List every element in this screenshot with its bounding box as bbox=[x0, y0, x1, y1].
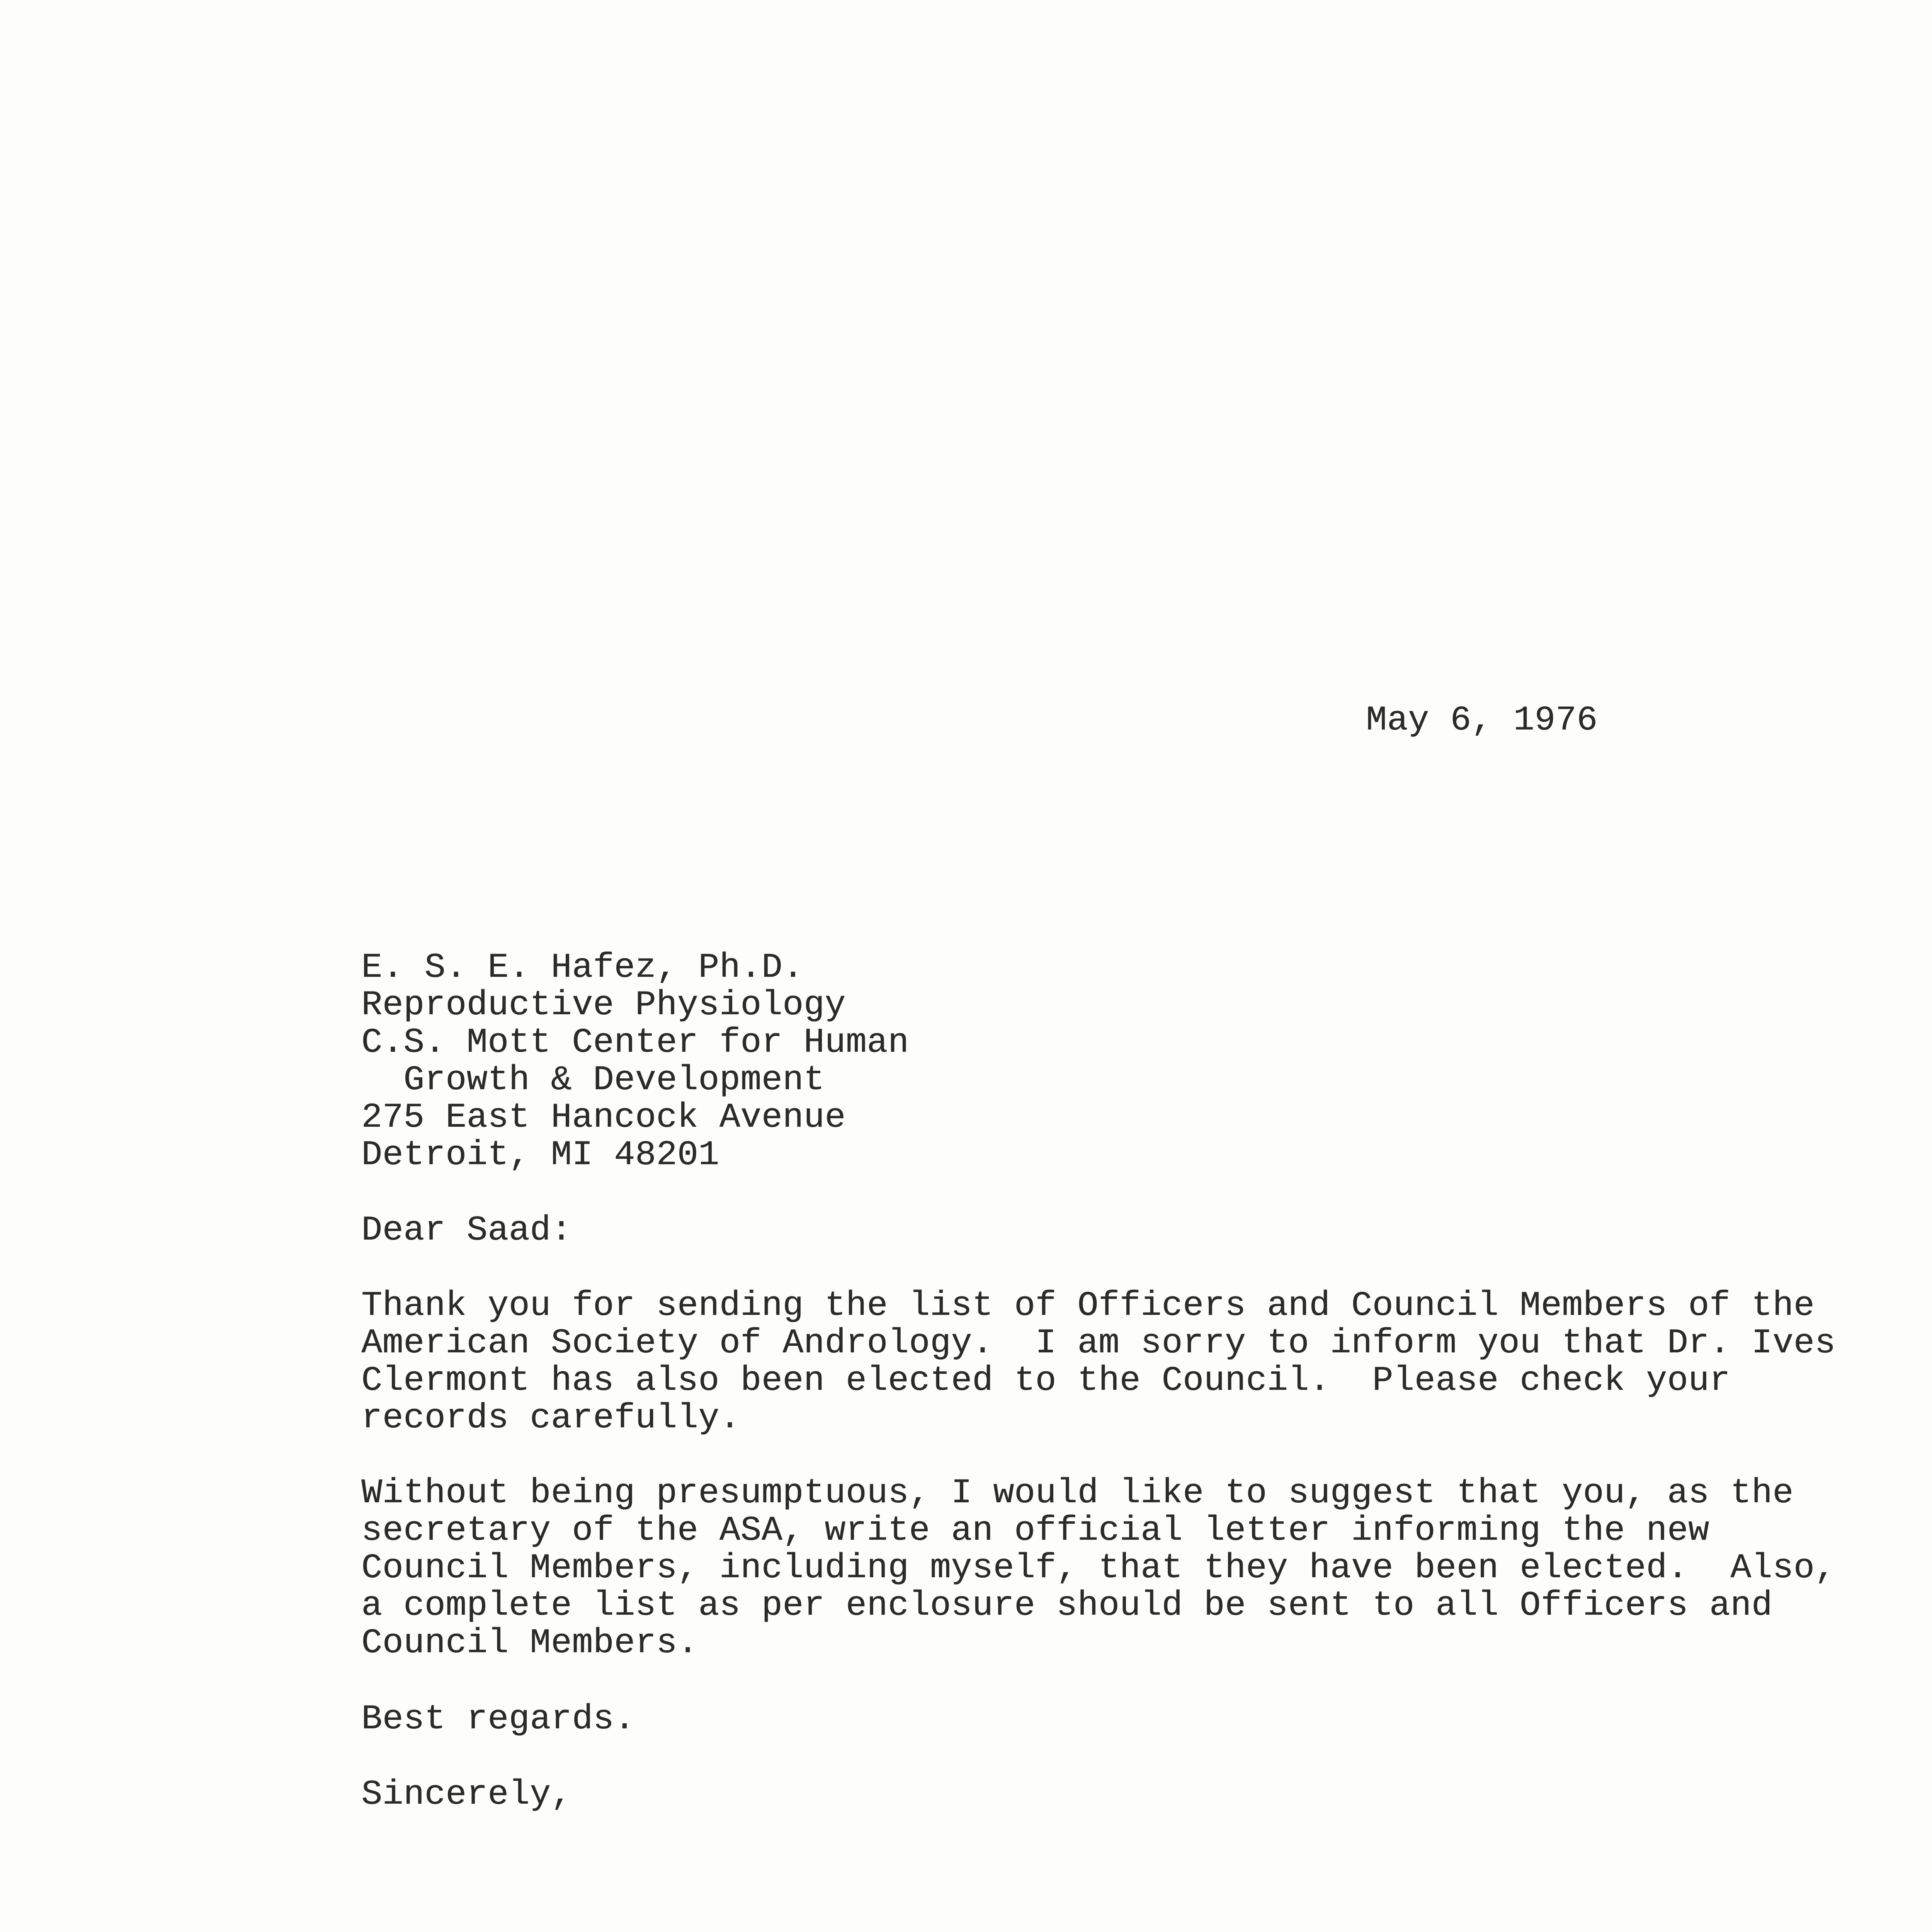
recipient-line: C.S. Mott Center for Human bbox=[361, 1023, 909, 1063]
paragraph-line: Without being presumptuous, I would like to suggest that you, as the bbox=[361, 1474, 1794, 1513]
recipient-line: Reproductive Physiology bbox=[361, 986, 846, 1025]
regards: Best regards. bbox=[361, 1700, 635, 1739]
salutation: Dear Saad: bbox=[361, 1211, 572, 1250]
paragraph-line: records carefully. bbox=[361, 1399, 741, 1438]
paragraph-line: Thank you for sending the list of Officers and Council Members of the bbox=[361, 1286, 1815, 1326]
letter-date: May 6, 1976 bbox=[1366, 701, 1598, 740]
paragraph-line: secretary of the ASA, write an official letter informing the new bbox=[361, 1511, 1709, 1551]
closing: Sincerely, bbox=[361, 1775, 572, 1815]
recipient-line: Growth & Development bbox=[361, 1061, 825, 1100]
paragraph-line: a complete list as per enclosure should be sent to all Officers and bbox=[361, 1586, 1773, 1626]
recipient-line: Detroit, MI 48201 bbox=[361, 1136, 719, 1175]
paragraph-line: Council Members, including myself, that they have been elected. Also, bbox=[361, 1549, 1836, 1588]
recipient-line: 275 East Hancock Avenue bbox=[361, 1098, 846, 1138]
paragraph-line: Clermont has also been elected to the Council. Please check your bbox=[361, 1361, 1731, 1401]
paragraph-line: American Society of Andrology. I am sorry to inform you that Dr. Ives bbox=[361, 1324, 1836, 1363]
recipient-line: E. S. E. Hafez, Ph.D. bbox=[361, 948, 804, 988]
paragraph-line: Council Members. bbox=[361, 1624, 699, 1663]
